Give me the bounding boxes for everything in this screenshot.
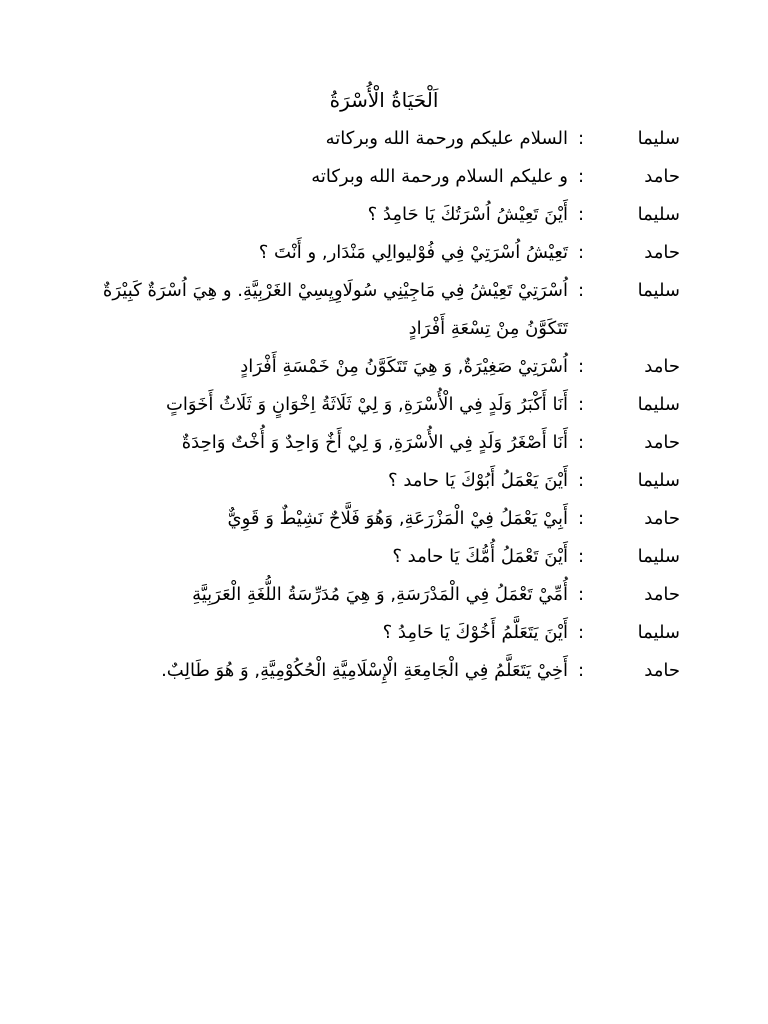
speaker-name: سليما xyxy=(637,470,680,491)
speaker-name: حامد xyxy=(644,432,680,453)
speaker-name: سليما xyxy=(637,128,680,149)
dialogue-line xyxy=(70,424,680,462)
separator-colon: : xyxy=(577,584,585,605)
utterance-text: أَخِيْ يَتَعَلَّمُ فِي الْجَامِعَةِ الْإِسْلَامِيَّةِ الْحُكُوْمِيَّةِ, وَ هُوَ طَالِبٌ. xyxy=(161,660,568,681)
separator-colon: : xyxy=(577,546,585,567)
speaker-name: سليما xyxy=(637,546,680,567)
dialogue-line xyxy=(70,386,680,424)
separator-colon: : xyxy=(577,242,585,263)
separator-colon: : xyxy=(577,508,585,529)
speaker-name: حامد xyxy=(644,508,680,529)
separator-colon: : xyxy=(577,660,585,681)
dialogue-line xyxy=(70,538,680,576)
utterance-text: أَنَا أَصْغَرُ وَلَدٍ فِي الأُسْرَةِ, وَ لِيْ أَخٌ وَاحِدٌ وَ أُخْتٌ وَاحِدَةٌ xyxy=(181,432,568,453)
dialogue-line xyxy=(70,614,680,652)
speaker-name: حامد xyxy=(644,584,680,605)
dialogue-line xyxy=(70,348,680,386)
separator-colon: : xyxy=(577,204,585,225)
utterance-text: السلام عليكم ورحمة الله وبركاته xyxy=(325,128,568,149)
utterance-text: تَعِيْشُ اُسْرَتِيْ فِي فُوْليوالِي مَنْدَار, و أَنْتَ ؟ xyxy=(258,242,568,263)
separator-colon: : xyxy=(577,470,585,491)
separator-colon: : xyxy=(577,394,585,415)
utterance-text: اُسْرَتِيْ صَغِيْرَةٌ, وَ هِيَ تَتَكَوَّنُ مِنْ خَمْسَةِ أَفْرَادٍ xyxy=(240,356,568,377)
utterance-text: أَيْنَ يَعْمَلُ أَبُوْكَ يَا حامد ؟ xyxy=(388,470,568,491)
utterance-text: أَيْنَ تَعْمَلُ أُمُّكَ يَا حامد ؟ xyxy=(392,546,568,567)
separator-colon: : xyxy=(577,128,585,149)
speaker-name: سليما xyxy=(637,394,680,415)
separator-colon: : xyxy=(577,280,585,301)
dialogue-line xyxy=(70,158,680,196)
utterance-text: و عليكم السلام ورحمة الله وبركاته xyxy=(311,166,568,187)
speaker-name: سليما xyxy=(637,280,680,301)
separator-colon: : xyxy=(577,432,585,453)
separator-colon: : xyxy=(577,166,585,187)
speaker-name: حامد xyxy=(644,166,680,187)
utterance-text: أَبِيْ يَعْمَلُ فِيْ الْمَزْرَعَةِ, وَهُوَ فَلَّاحٌ نَشِيْطٌ وَ قَوِيٌّ xyxy=(227,508,568,529)
speaker-name: حامد xyxy=(644,356,680,377)
separator-colon: : xyxy=(577,622,585,643)
document-title: اَلْحَيَاةُ الْأُسْرَةُ xyxy=(329,88,439,112)
dialogue-line xyxy=(70,462,680,500)
utterance-text: أَنَا أَكْبَرُ وَلَدٍ فِي الْأُسْرَةِ, وَ لِيْ ثَلَاثَةُ اِخْوَانٍ وَ ثَلَاثُ أَخَوَاتٍ xyxy=(165,394,568,415)
utterance-text: أَيْنَ تَعِيْشُ اُسْرَتُكَ يَا حَامِدُ ؟ xyxy=(367,204,568,225)
speaker-name: حامد xyxy=(644,660,680,681)
utterance-text: اُسْرَتِيْ تَعِيْشُ فِي مَاجِيْنِي سُولَاوِيِسِيْ الغَرْبِيَّةِ. و هِيَ اُسْرَةٌ كَبِيْرَةٌ تَتَكَوَّنُ مِنْ تِسْعَةِ أَفْرَادٍ xyxy=(102,280,568,339)
dialogue-list xyxy=(70,120,680,690)
utterance-text: أُمِّيْ تَعْمَلُ فِي الْمَدْرَسَةِ, وَ هِيَ مُدَرِّسَةُ اللُّغَةِ الْعَرَبِيَّةِ xyxy=(192,584,568,605)
separator-colon: : xyxy=(577,356,585,377)
speaker-name: سليما xyxy=(637,622,680,643)
dialogue-line xyxy=(70,120,680,158)
speaker-name: حامد xyxy=(644,242,680,263)
dialogue-line xyxy=(70,652,680,690)
dialogue-line xyxy=(70,576,680,614)
speaker-name: سليما xyxy=(637,204,680,225)
utterance-text: أَيْنَ يَتَعَلَّمُ أَخُوْكَ يَا حَامِدُ ؟ xyxy=(382,622,568,643)
dialogue-line xyxy=(70,234,680,272)
dialogue-line xyxy=(70,500,680,538)
dialogue-line xyxy=(70,196,680,234)
dialogue-line xyxy=(70,272,680,348)
